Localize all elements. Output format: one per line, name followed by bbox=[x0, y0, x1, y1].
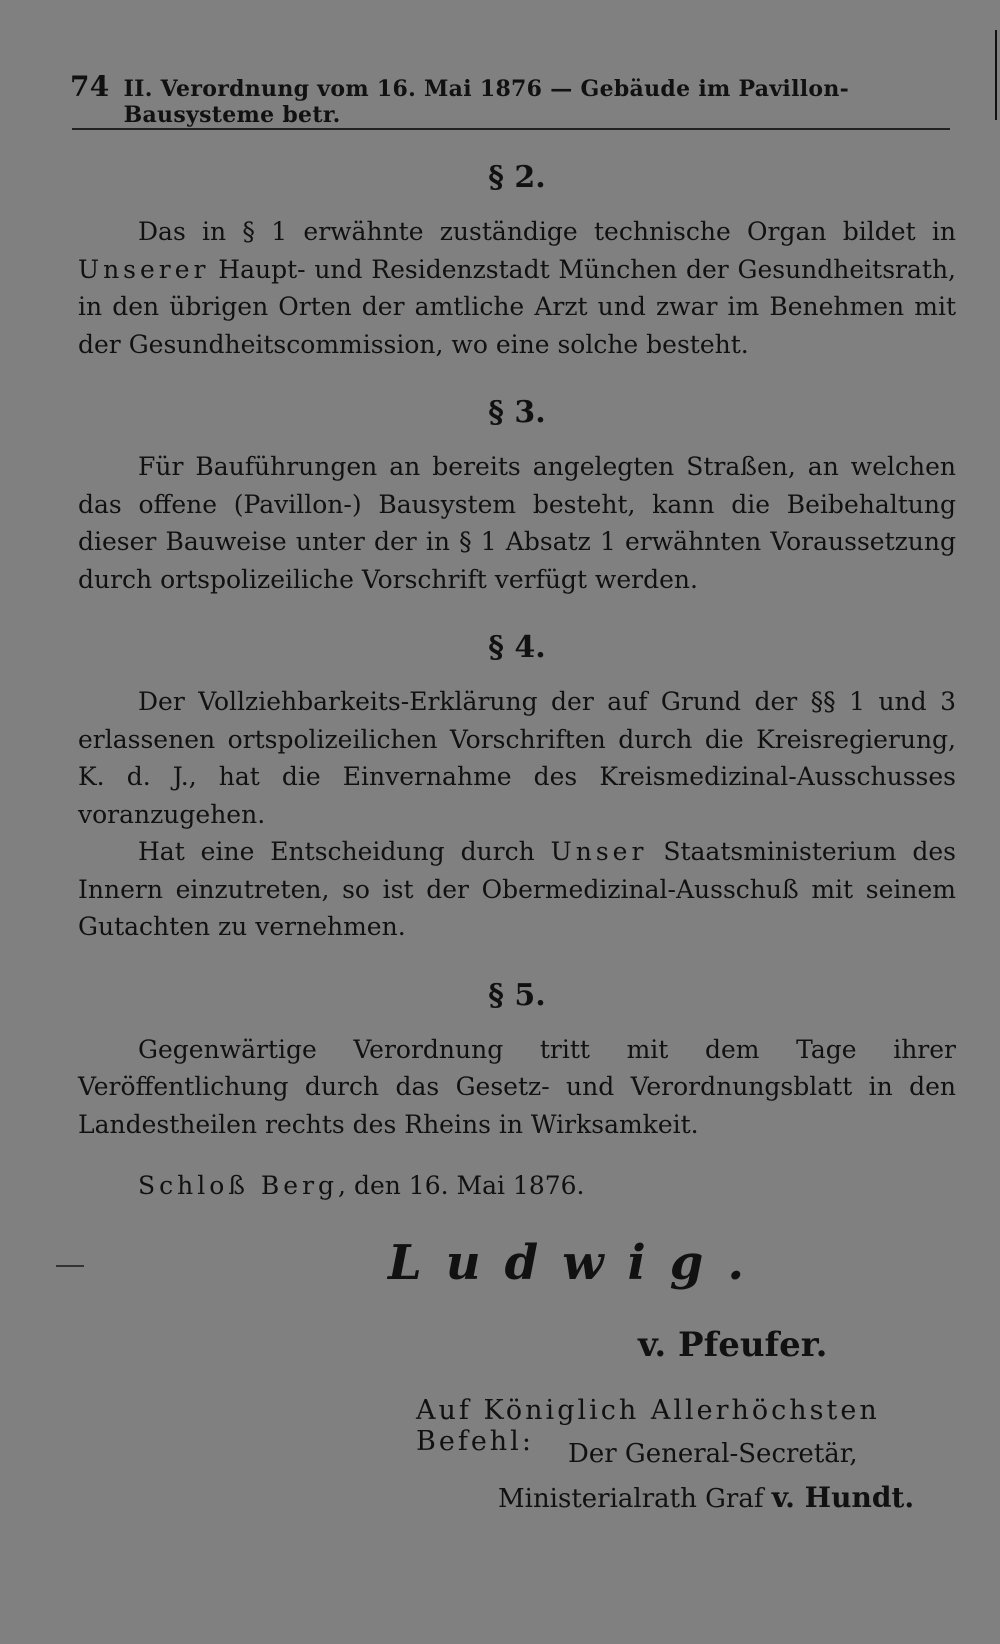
minister-signature: v. Pfeufer. bbox=[638, 1324, 828, 1365]
header-rule bbox=[72, 128, 950, 130]
page-number: 74 bbox=[70, 70, 110, 103]
running-header bbox=[70, 70, 930, 128]
ministerial-line: Ministerialrath Graf v. Hundt. bbox=[498, 1480, 915, 1514]
dateline bbox=[78, 1167, 956, 1205]
margin-dash bbox=[56, 1265, 84, 1267]
place-name: Schloß Berg bbox=[138, 1171, 339, 1200]
section-4-paragraph-1: Der Vollziehbarkeits-Erklärung der auf Grund der §§ 1 und 3 erlassenen ortspolizeilichen Vorschriften durch die Kreisregierung, K. d. J., hat die Einvernahme des Kreismedizinal-Ausschusses voranzugehen. bbox=[78, 687, 956, 829]
section-4-paragraph-2: Hat eine Entscheidung durch Unser Staatsministerium des Innern einzutreten, so ist der Obermedizinal-Ausschuß mit seinem Gutachten zu vernehmen. bbox=[78, 837, 956, 941]
royal-order-line: Auf Königlich Allerhöchsten Befehl: bbox=[416, 1394, 880, 1457]
king-signature: Ludwig. bbox=[388, 1234, 769, 1291]
section-3-paragraph: Für Bauführungen an bereits angelegten Straßen, an welchen das offene (Pavillon-) Bausystem besteht, kann die Beibehaltung dieser Bauweise unter der in § 1 Absatz 1 erwähnten Voraussetzung durch ortspolizeiliche Vorschrift verfügt werden. bbox=[78, 452, 956, 594]
page-edge-line bbox=[995, 30, 997, 120]
section-2-paragraph: Das in § 1 erwähnte zuständige technische Organ bildet in Unserer Haupt- und Residenzstadt München der Gesundheitsrath, in den übrigen Orten der amtliche Arzt und zwar im Benehmen mit der Gesundheitscommission, wo eine solche besteht. bbox=[78, 217, 956, 359]
ministerial-name: v. Hundt. bbox=[771, 1480, 915, 1514]
date-text: , den 16. Mai 1876. bbox=[338, 1171, 585, 1200]
section-4-heading: § 4. bbox=[488, 630, 546, 665]
section-2-heading: § 2. bbox=[488, 160, 546, 195]
header-title: II. Verordnung vom 16. Mai 1876 — Gebäude im Pavillon-Bausysteme betr. bbox=[123, 76, 850, 128]
section-5-paragraph: Gegenwärtige Verordnung tritt mit dem Tage ihrer Veröffentlichung durch das Gesetz- und Verordnungsblatt in den Landestheilen rechts des Rheins in Wirksamkeit. bbox=[78, 1034, 956, 1139]
section-5-heading: § 5. bbox=[488, 977, 546, 1013]
document-body bbox=[78, 150, 956, 1565]
secretary-title: Der General-Secretär, bbox=[568, 1438, 858, 1469]
section-3-heading: § 3. bbox=[488, 395, 546, 430]
signature-block bbox=[78, 1205, 956, 1565]
